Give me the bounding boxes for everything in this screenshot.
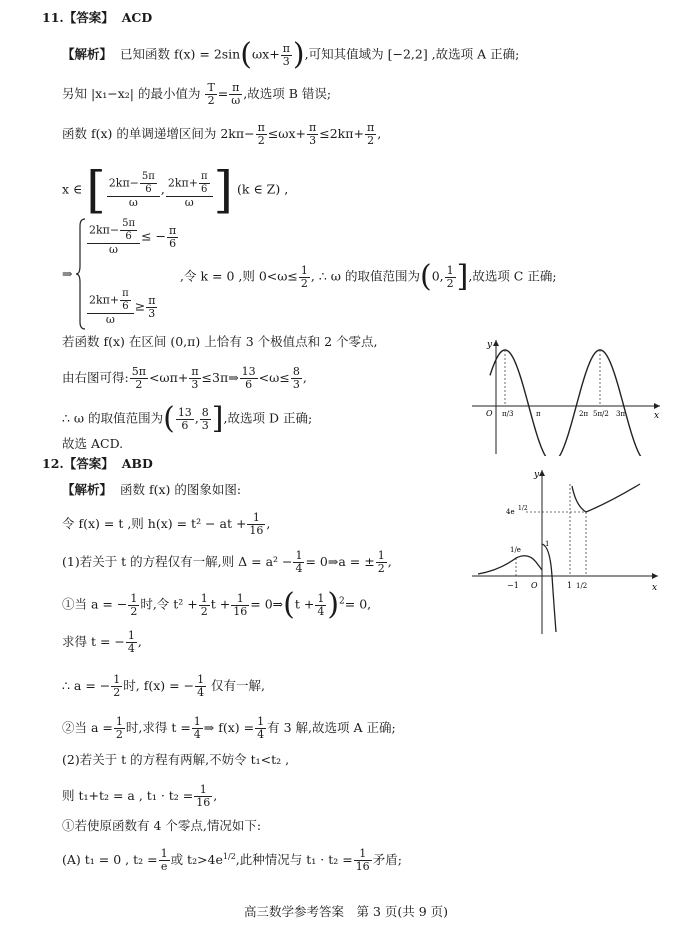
fraction: $\frac{\pi}{2}$: [366, 121, 375, 147]
fraction: $\frac{1}{2}$: [300, 263, 308, 290]
fraction: $\frac{13}{6}$: [177, 405, 192, 432]
q11-l1-arg: ωx+: [251, 46, 280, 62]
fraction: 2kπ+ $\frac{\pi}{6}$ ω: [87, 288, 134, 326]
q11-line4: x ∈ [ 2kπ− $\frac{5\pi}{6}$ ω , 2kπ+ $\frac{\pi}{6}$ ω ] (k ∈ Z) ,: [62, 161, 289, 219]
fraction: $\frac{1}{4}$: [193, 715, 201, 741]
x-label: x: [652, 583, 658, 593]
fraction: $\frac{1}{16}$: [196, 783, 211, 809]
fraction: $\frac{1}{2}$: [446, 263, 454, 290]
fraction: $\frac{1}{4}$: [317, 591, 325, 618]
q11-answer-tag: 【答案】: [63, 10, 114, 25]
tick-pi3: π/3: [502, 410, 514, 418]
q11-line1: 【解析】 已知函数 f(x) = 2sin(ωx+ $\frac{\pi}{3}$ ),可知其值域为 [−2,2] ,故选项 A 正确;: [62, 37, 520, 72]
brace: [76, 218, 86, 330]
fraction: $\frac{1}{2}$: [113, 673, 121, 699]
q11-l1-tail: ,可知其值域为 [−2,2] ,故选项 A 正确;: [304, 46, 520, 62]
fraction: $\frac{1}{16}$: [233, 591, 248, 618]
fraction: $\frac{1}{4}$: [127, 629, 135, 655]
label-1e: 1/e: [510, 546, 521, 554]
tick-half: 1/2: [576, 582, 588, 590]
q11-system-row1: 2kπ− $\frac{5\pi}{6}$ ω ≤ − $\frac{\pi}{6}$: [89, 218, 177, 256]
q12-line9: 则 t₁+t₂ = a , t₁ · t₂ = $\frac{1}{16}$ ,: [62, 783, 218, 809]
q12-line5: 求得 t = − $\frac{1}{4}$ ,: [62, 629, 142, 655]
fraction: 2kπ− $\frac{5\pi}{6}$ ω: [87, 218, 140, 256]
q11-line6: ,令 k = 0 ,则 0<ω≤ $\frac{1}{2}$ , ∴ ω 的取值范围为(0, $\frac{1}{2}$ ],故选项 C 正确;: [180, 259, 557, 294]
tick-pi: π: [536, 410, 541, 418]
fraction: $\frac{1}{2}$: [377, 549, 385, 575]
fraction: $\frac{\pi}{\omega}$: [231, 81, 241, 107]
q12-line11: (A) t₁ = 0 , t₂ = $\frac{1}{e}$ 或 $t_2>4e^{1/2}$,此种情况与 t₁ · t₂ = $\frac{1}{16}$ 矛盾;: [62, 847, 402, 873]
fraction: $\frac{1}{e}$: [160, 847, 168, 873]
q11-analysis-tag: 【解析】: [62, 46, 113, 62]
q11-line8: 若函数 f(x) 在区间 (0,π) 上恰有 3 个极值点和 2 个零点,: [62, 334, 378, 349]
fraction: $\frac{1}{4}$: [197, 673, 205, 699]
tick-3pi: 3π: [616, 410, 626, 418]
tick-2pi: 2π: [579, 410, 589, 418]
q11-line9: 由右图可得: $\frac{5\pi}{2}$ <ωπ+ $\frac{\pi}{3}$ ≤3π⇒ $\frac{13}{6}$ <ω≤ $\frac{8}{3}$ ,: [62, 365, 307, 391]
q12-line2: 令 f(x) = t ,则 h(x) = t² − at + $\frac{1}{16}$ ,: [62, 511, 271, 537]
q12-line7: ②当 a = $\frac{1}{2}$ 时,求得 t = $\frac{1}{4}$ ⇒ f(x) = $\frac{1}{4}$ 有 3 解,故选项 A 正确;: [62, 715, 396, 741]
piecewise-graph: [470, 466, 662, 636]
q11-system-row2: 2kπ+ $\frac{\pi}{6}$ ω ≥ $\frac{\pi}{3}$: [89, 288, 156, 326]
sine-graph: [468, 336, 664, 456]
q11-l1-fx: f(x) = 2sin: [173, 46, 241, 62]
fraction: $\frac{1}{4}$: [257, 715, 265, 741]
middle-curve: [542, 544, 556, 632]
left-curve: [478, 556, 542, 574]
fraction: $\frac{1}{2}$: [115, 715, 123, 741]
origin-label: O: [486, 409, 493, 418]
page-footer: 高三数学参考答案 第 3 页(共 9 页): [243, 904, 449, 919]
fraction: 2kπ− $\frac{5\pi}{6}$ ω: [107, 171, 160, 209]
sine-curve: [490, 350, 650, 456]
tick-5pi2: 5π/2: [593, 410, 609, 418]
q11-answer: ACD: [121, 10, 153, 25]
q12-line8: (2)若关于 t 的方程有两解,不妨令 t₁<t₂ ,: [62, 752, 290, 767]
fraction: $\frac{1}{2}$: [130, 591, 138, 618]
q12-answer-tag: 【答案】: [63, 456, 114, 471]
y-label: y: [487, 340, 493, 350]
q12-analysis-tag: 【解析】: [62, 482, 113, 497]
q12-number: 12.: [42, 456, 64, 471]
fraction: $\frac{1}{2}$: [200, 591, 208, 618]
x-label: x: [654, 411, 660, 421]
fraction: $\frac{\pi}{3}$: [282, 41, 290, 68]
q11-header: [42, 10, 152, 26]
fraction: $\frac{8}{3}$: [201, 405, 209, 432]
q12-header: [42, 456, 153, 472]
label-4e-exp: 1/2: [518, 505, 528, 512]
fraction: $\frac{8}{3}$: [292, 365, 300, 391]
label-4e: 4e: [506, 508, 515, 516]
fraction: $\frac{\pi}{3}$: [191, 365, 199, 391]
right-curve: [572, 484, 640, 512]
q11-line11: 故选 ACD.: [62, 436, 124, 451]
fraction: $\frac{\pi}{2}$: [257, 121, 265, 147]
fraction: $\frac{1}{16}$: [355, 847, 370, 873]
q12-line1: 【解析】 函数 f(x) 的图象如图:: [62, 482, 242, 497]
tick-1: 1: [567, 581, 573, 590]
q12-answer: ABD: [121, 456, 153, 471]
fraction: $\frac{5\pi}{2}$: [131, 365, 146, 391]
tick-neg1: −1: [507, 581, 519, 590]
fraction: $\frac{\pi}{6}$: [168, 223, 177, 250]
q11-line3: 函数 f(x) 的单调递增区间为 2kπ− $\frac{\pi}{2}$ ≤ωx+ $\frac{\pi}{3}$ ≤2kπ+ $\frac{\pi}{2}$ ,: [62, 121, 382, 147]
q11-number: 11.: [42, 10, 64, 25]
origin-label: O: [531, 581, 538, 590]
fraction: $\frac{1}{16}$: [249, 511, 264, 537]
q12-line10: ①若使原函数有 4 个零点,情况如下:: [62, 818, 262, 833]
q12-line4: ①当 a = − $\frac{1}{2}$ 时,令 t² + $\frac{1}{2}$ t + $\frac{1}{16}$ = 0⇒(t + $\frac{1}{4}$ )$^2$= 0,: [62, 587, 372, 622]
fraction: $\frac{\pi}{3}$: [148, 293, 156, 320]
fraction: $\frac{\pi}{3}$: [309, 121, 317, 147]
q11-line2: 另知 |x₁−x₂| 的最小值为 $\frac{T}{2}$ = $\frac{\pi}{\omega}$ ,故选项 B 错误;: [62, 81, 332, 107]
fraction: 2kπ+ $\frac{\pi}{6}$ ω: [166, 171, 213, 209]
label-1: 1: [545, 540, 550, 548]
fraction: $\frac{1}{4}$: [295, 549, 303, 575]
q12-line6: ∴ a = − $\frac{1}{2}$ 时, f(x) = − $\frac{1}{4}$ 仅有一解,: [62, 673, 266, 699]
fraction: $\frac{13}{6}$: [241, 365, 256, 391]
fraction: $\frac{T}{2}$: [207, 81, 215, 107]
y-label: y: [534, 470, 540, 480]
q11-l1-text: 已知函数: [119, 46, 170, 62]
q12-line3: (1)若关于 t 的方程仅有一解,则 Δ = a² − $\frac{1}{4}$ = 0⇒a = ± $\frac{1}{2}$ ,: [62, 549, 392, 575]
q11-line10: ∴ ω 的取值范围为( $\frac{13}{6}$ , $\frac{8}{3}$ ],故选项 D 正确;: [62, 401, 313, 436]
